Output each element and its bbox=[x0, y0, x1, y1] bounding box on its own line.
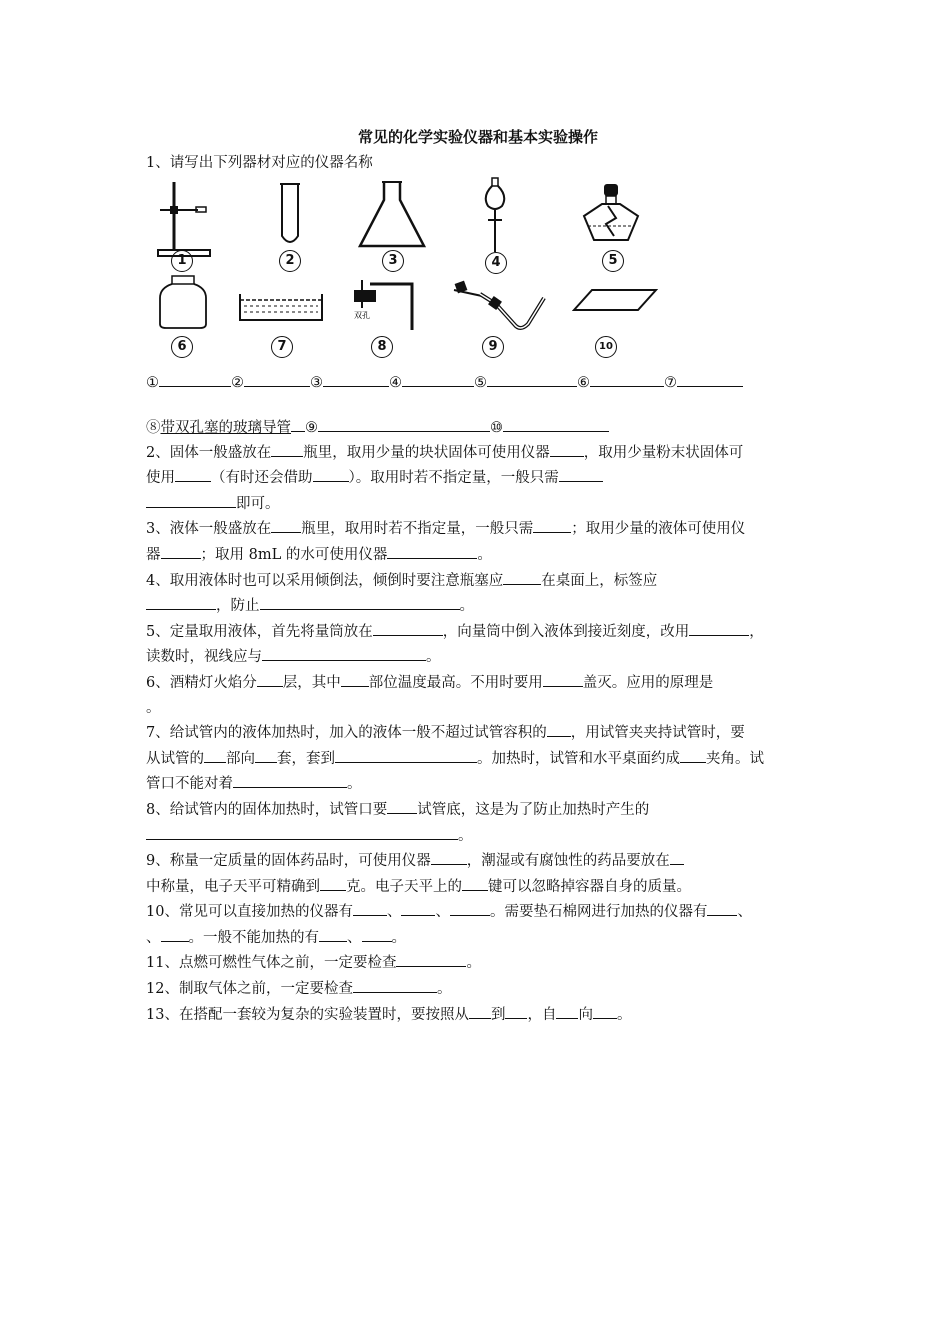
answer-line-2 bbox=[146, 415, 810, 440]
page-title: 常见的化学实验仪器和基本实验操作 bbox=[357, 128, 598, 146]
answer-blank-3[interactable] bbox=[323, 370, 389, 387]
blank[interactable] bbox=[313, 465, 349, 482]
q11-text: 。 bbox=[466, 955, 481, 972]
blank[interactable] bbox=[689, 619, 749, 636]
blank[interactable] bbox=[161, 925, 189, 942]
question-11 bbox=[146, 950, 810, 976]
blank[interactable] bbox=[680, 746, 706, 763]
answer-blank-1[interactable] bbox=[159, 370, 231, 387]
figure-number-2: 2 bbox=[279, 250, 301, 272]
q1-prompt: 1、请写出下列器材对应的仪器名称 bbox=[146, 155, 373, 171]
q10-text: 10、常见可以直接加热的仪器有 bbox=[146, 904, 353, 921]
wide-mouth-bottle-icon bbox=[158, 274, 208, 330]
q10-text: 、 bbox=[347, 929, 362, 946]
question-6-cont bbox=[146, 696, 810, 721]
figure-number-3: 3 bbox=[382, 250, 404, 272]
q2-text: 即可。 bbox=[236, 495, 280, 512]
answer-blank-8[interactable] bbox=[291, 415, 305, 432]
blank[interactable] bbox=[353, 976, 437, 993]
question-2-cont2 bbox=[146, 491, 810, 517]
q2-text: ，取用少量粉末状固体可 bbox=[583, 444, 744, 461]
q3-text: 器 bbox=[146, 546, 161, 563]
blank[interactable] bbox=[505, 1002, 527, 1019]
question-2 bbox=[146, 440, 810, 466]
blank[interactable] bbox=[670, 848, 684, 865]
q6-text: 部位温度最高。不用时要用 bbox=[368, 674, 543, 691]
blank[interactable] bbox=[431, 848, 467, 865]
blank[interactable] bbox=[175, 465, 211, 482]
q13-text: 向 bbox=[578, 1006, 593, 1023]
question-10 bbox=[146, 899, 810, 925]
blank[interactable] bbox=[556, 1002, 578, 1019]
blank[interactable] bbox=[341, 670, 369, 687]
q9-text: 键可以忽略掉容器自身的质量。 bbox=[488, 878, 691, 895]
q7-text: ，用试管夹夹持试管时，要 bbox=[570, 725, 745, 742]
iron-stand-icon bbox=[152, 180, 216, 258]
q8-text: 试管底，这是为了防止加热时产生的 bbox=[417, 801, 650, 818]
q13-text: ，自 bbox=[527, 1006, 557, 1023]
answer-label-7: ⑦ bbox=[664, 374, 677, 391]
figure-number-5: 5 bbox=[602, 250, 624, 272]
q9-text: 9、称量一定质量的固体药品时，可使用仪器 bbox=[146, 853, 431, 870]
q6-text: 。 bbox=[146, 699, 161, 716]
q13-text: 到 bbox=[490, 1006, 506, 1023]
glass-plate-icon bbox=[572, 286, 658, 314]
question-4-cont bbox=[146, 593, 810, 619]
blank[interactable] bbox=[161, 542, 201, 559]
question-8 bbox=[146, 797, 810, 823]
answer-blank-9[interactable] bbox=[318, 415, 490, 432]
blank[interactable] bbox=[204, 746, 226, 763]
q2-text: 使用 bbox=[146, 470, 175, 487]
answer-label-6: ⑥ bbox=[577, 374, 590, 391]
q3-text: ；取用少量的液体可使用仪 bbox=[571, 521, 746, 538]
q3-text: 3、液体一般盛放在 bbox=[146, 521, 272, 538]
answer-blank-2[interactable] bbox=[244, 370, 310, 387]
question-6 bbox=[146, 670, 810, 696]
answer-label-5: ⑤ bbox=[474, 374, 487, 391]
q4-text: 4、取用液体时也可以采用倾倒法，倾倒时要注意瓶塞应 bbox=[146, 572, 504, 589]
figure-number-8: 8 bbox=[371, 336, 393, 358]
blank[interactable] bbox=[469, 1002, 491, 1019]
q7-text: 部向 bbox=[226, 750, 255, 767]
q6-text: 层，其中 bbox=[282, 674, 341, 691]
q8-text: 。 bbox=[458, 827, 473, 844]
blank[interactable] bbox=[707, 899, 737, 916]
question-5-cont bbox=[146, 644, 810, 670]
question-12 bbox=[146, 976, 810, 1002]
q7-text: 管口不能对着 bbox=[146, 776, 233, 793]
q5-text: ， bbox=[749, 623, 764, 640]
q3-text: 。 bbox=[477, 546, 492, 563]
blank[interactable] bbox=[450, 899, 490, 916]
q13-text: 。 bbox=[616, 1006, 632, 1023]
q7-text: 夹角。试 bbox=[706, 750, 764, 767]
blank[interactable] bbox=[373, 619, 443, 636]
answer-label-4: ④ bbox=[389, 374, 402, 391]
worksheet bbox=[146, 120, 810, 1027]
q5-text: 。 bbox=[426, 649, 441, 666]
blank[interactable] bbox=[503, 568, 541, 585]
answer-label-9: ⑨ bbox=[305, 419, 318, 436]
question-10-cont bbox=[146, 925, 810, 951]
question-3-cont bbox=[146, 542, 810, 568]
blank[interactable] bbox=[387, 797, 417, 814]
question-2-cont bbox=[146, 465, 810, 491]
q9-text: 中称量，电子天平可精确到 bbox=[146, 878, 320, 895]
q9-text: ，潮湿或有腐蚀性的药品要放在 bbox=[466, 853, 670, 870]
blank[interactable] bbox=[271, 440, 303, 457]
answer-blank-10[interactable] bbox=[503, 415, 609, 432]
figure-number-9: 9 bbox=[482, 336, 504, 358]
question-3 bbox=[146, 516, 810, 542]
q2-text: ）。取用时若不指定量，一般只需 bbox=[348, 470, 559, 487]
answer-blank-5[interactable] bbox=[487, 370, 577, 387]
question-5 bbox=[146, 619, 810, 645]
blank[interactable] bbox=[543, 670, 583, 687]
question-7-cont bbox=[146, 746, 810, 772]
blank[interactable] bbox=[262, 644, 426, 661]
blank[interactable] bbox=[257, 670, 283, 687]
question-7 bbox=[146, 720, 810, 746]
q10-text: 、 bbox=[146, 929, 161, 946]
blank[interactable] bbox=[362, 925, 392, 942]
question-9-cont bbox=[146, 874, 810, 900]
blank[interactable] bbox=[146, 593, 216, 610]
q10-text: 。 bbox=[391, 929, 406, 946]
q7-text: 从试管的 bbox=[146, 750, 204, 767]
q7-text: 套，套到 bbox=[277, 750, 335, 767]
question-13 bbox=[146, 1002, 810, 1028]
stopper-tube-icon bbox=[350, 278, 420, 334]
blank[interactable] bbox=[320, 874, 346, 891]
q6-text: 6、酒精灯火焰分 bbox=[146, 674, 257, 691]
q3-text: ；取用 8mL 的水可使用仪器 bbox=[200, 546, 388, 563]
answer-8-text: 带双孔塞的玻璃导管 bbox=[160, 419, 291, 436]
q10-text: 、 bbox=[737, 904, 752, 921]
q7-text: 。 bbox=[347, 776, 362, 793]
svg-text:双孔: 双孔 bbox=[354, 310, 370, 320]
answer-blank-7[interactable] bbox=[677, 370, 743, 387]
blank[interactable] bbox=[319, 925, 347, 942]
blank[interactable] bbox=[593, 1002, 617, 1019]
figure-number-6: 6 bbox=[171, 336, 193, 358]
blank[interactable] bbox=[353, 899, 387, 916]
q8-text: 8、给试管内的固体加热时，试管口要 bbox=[146, 801, 388, 818]
blank[interactable] bbox=[396, 950, 466, 967]
q10-text: 。一般不能加热的有 bbox=[188, 929, 319, 946]
blank[interactable] bbox=[387, 542, 477, 559]
q2-text: （有时还会借助 bbox=[211, 470, 313, 487]
blank[interactable] bbox=[271, 516, 301, 533]
figure-number-7: 7 bbox=[271, 336, 293, 358]
q3-text: 瓶里，取用时若不指定量，一般只需 bbox=[301, 521, 534, 538]
q13-text: 13、在搭配一套较为复杂的实验装置时，要按照从 bbox=[146, 1006, 469, 1023]
alcohol-lamp-icon bbox=[578, 182, 644, 246]
answer-label-2: ② bbox=[231, 374, 244, 391]
separatory-funnel-icon bbox=[480, 176, 510, 256]
blank[interactable] bbox=[233, 771, 347, 788]
answer-line-1 bbox=[146, 370, 810, 395]
figure-number-4: 4 bbox=[485, 252, 507, 274]
answer-label-8: ⑧ bbox=[146, 419, 161, 436]
q2-text: 瓶里，取用少量的块状固体可使用仪器 bbox=[303, 444, 550, 461]
figure-number-10: 10 bbox=[595, 336, 617, 358]
q2-text: 2、固体一般盛放在 bbox=[146, 444, 272, 461]
answer-label-10: ⑩ bbox=[490, 419, 503, 436]
blank[interactable] bbox=[547, 720, 571, 737]
blank[interactable] bbox=[462, 874, 488, 891]
answer-blank-6[interactable] bbox=[590, 370, 664, 387]
q9-text: 克。电子天平上的 bbox=[346, 878, 462, 895]
blank[interactable] bbox=[146, 491, 236, 508]
water-trough-icon bbox=[238, 290, 324, 324]
blank[interactable] bbox=[146, 823, 458, 840]
figure-row-1 bbox=[146, 176, 810, 274]
q5-text: 读数时，视线应与 bbox=[146, 649, 262, 666]
q5-text: ，向量筒中倒入液体到接近刻度，改用 bbox=[442, 623, 690, 640]
q4-text: 在桌面上，标签应 bbox=[541, 572, 658, 589]
q12-text: 12、制取气体之前，一定要检查 bbox=[146, 981, 353, 998]
q10-text: 、 bbox=[435, 904, 450, 921]
blank[interactable] bbox=[335, 746, 477, 763]
q10-text: 。需要垫石棉网进行加热的仪器有 bbox=[489, 904, 708, 921]
question-8-cont bbox=[146, 823, 810, 849]
test-tube-icon bbox=[278, 182, 302, 248]
q5-text: 5、定量取用液体，首先将量筒放在 bbox=[146, 623, 373, 640]
blank[interactable] bbox=[550, 440, 584, 457]
blank[interactable] bbox=[533, 516, 571, 533]
q11-text: 11、点燃可燃性气体之前，一定要检查 bbox=[146, 955, 397, 972]
figure-row-2 bbox=[146, 274, 810, 370]
blank[interactable] bbox=[260, 593, 460, 610]
blank[interactable] bbox=[401, 899, 435, 916]
conical-flask-icon bbox=[356, 180, 428, 250]
q12-text: 。 bbox=[436, 981, 452, 998]
q4-text: ，防止 bbox=[216, 598, 260, 615]
q10-text: 、 bbox=[386, 904, 402, 921]
question-7-cont2 bbox=[146, 771, 810, 797]
blank[interactable] bbox=[559, 465, 603, 482]
q7-text: 。加热时，试管和水平桌面约成 bbox=[477, 750, 680, 767]
figure-number-1: 1 bbox=[171, 250, 193, 272]
answer-label-3: ③ bbox=[310, 374, 323, 391]
q6-text: 盖灭。应用的原理是 bbox=[582, 674, 714, 691]
delivery-tube-icon bbox=[452, 276, 552, 334]
question-9 bbox=[146, 848, 810, 874]
answer-blank-4[interactable] bbox=[402, 370, 474, 387]
blank[interactable] bbox=[255, 746, 277, 763]
q4-text: 。 bbox=[459, 598, 474, 615]
answer-label-1: ① bbox=[146, 374, 159, 391]
question-4 bbox=[146, 568, 810, 594]
q7-text: 7、给试管内的液体加热时，加入的液体一般不超过试管容积的 bbox=[146, 725, 547, 742]
